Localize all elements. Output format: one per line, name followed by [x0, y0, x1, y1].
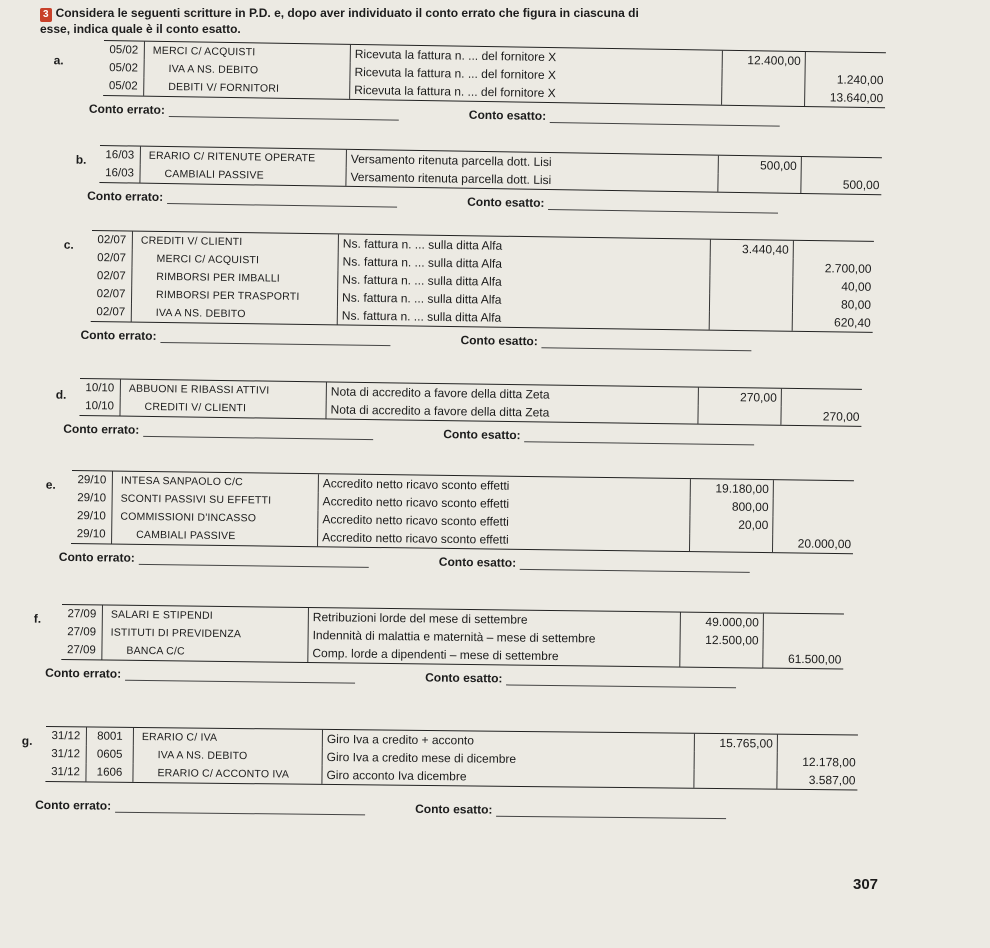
wrong-account-blank[interactable]: [167, 191, 397, 208]
account-cell: MERCI C/ ACQUISTI: [152, 44, 256, 59]
account-cell: RIMBORSI PER TRASPORTI: [156, 288, 300, 303]
description-cell: Versamento ritenuta parcella dott. Lisi: [345, 168, 717, 192]
description-cell: Accredito netto ricavo sconto effetti: [317, 492, 689, 515]
code-cell: 0605: [87, 745, 134, 763]
description-cell: Nota di accredito a favore della ditta Zeta: [326, 382, 698, 405]
date-cell: 05/02: [103, 77, 144, 96]
credit-cell: 20.000,00: [797, 536, 852, 552]
description-cell: Retribuzioni lorde del mese di settembre: [308, 608, 680, 631]
account-cell: IVA A NS. DEBITO: [168, 63, 259, 77]
date-cell: 16/03: [99, 164, 140, 183]
wrong-account-blank[interactable]: [169, 104, 399, 121]
debit-cell: [709, 276, 793, 295]
account-cell: INTESA SANPAOLO C/C: [120, 474, 243, 489]
correct-account-label: Conto esatto:: [415, 801, 493, 817]
debit-cell: 12.400,00: [722, 51, 806, 70]
section-c: [63, 230, 873, 353]
credit-cell: 3.587,00: [808, 772, 856, 788]
date-cell: 02/07: [92, 231, 133, 250]
debit-cell: [693, 770, 777, 789]
credit-cell: 500,00: [842, 177, 880, 193]
credit-cell: 80,00: [840, 297, 872, 312]
credit-cell: 270,00: [822, 409, 860, 424]
debit-cell: [721, 69, 805, 88]
instruction-line-1: Considera le seguenti scritture in P.D. e, dopo aver individuato il conto errato che figura in ciascuna di: [55, 6, 639, 20]
description-cell: Indennità di malattia e maternità – mese di settembre: [308, 626, 680, 649]
credit-cell: 620,40: [833, 315, 871, 330]
description-cell: Ricevuta la fattura n. ... del fornitore X: [349, 81, 721, 105]
credit-cell: 40,00: [841, 279, 872, 294]
date-cell: 29/10: [71, 525, 112, 544]
description-cell: Comp. lorde a dipendenti – mese di settembre: [307, 644, 679, 667]
wrong-account-blank[interactable]: [160, 330, 390, 346]
journal-entry-table: [79, 378, 861, 427]
journal-entry-table: [45, 726, 858, 791]
correct-account-blank[interactable]: [520, 557, 750, 573]
code-cell: 8001: [87, 727, 134, 745]
debit-cell: [717, 174, 801, 193]
account-cell: IVA A NS. DEBITO: [157, 749, 248, 763]
account-cell: CREDITI V/ CLIENTI: [144, 400, 247, 415]
debit-cell: 3.440,40: [710, 240, 794, 259]
debit-cell: 500,00: [718, 156, 802, 175]
date-cell: 27/09: [62, 605, 103, 623]
debit-cell: 49.000,00: [680, 613, 764, 632]
wrong-account-blank[interactable]: [125, 668, 355, 684]
date-cell: 27/09: [62, 623, 103, 641]
journal-entry-table: [71, 470, 854, 554]
correct-account-label: Conto esatto:: [438, 554, 517, 570]
journal-entry-table: [61, 604, 844, 670]
debit-cell: 270,00: [698, 388, 782, 407]
account-cell: COMMISSIONI D'INCASSO: [120, 510, 257, 525]
correct-account-blank[interactable]: [524, 429, 754, 445]
debit-cell: [709, 312, 793, 331]
credit-cell: [806, 52, 886, 71]
date-cell: 31/12: [45, 763, 86, 781]
section-letter: d.: [55, 387, 67, 402]
section-a: [53, 40, 886, 128]
description-cell: Ns. fattura n. ... sulla ditta Alfa: [338, 234, 710, 257]
debit-cell: [689, 533, 773, 552]
description-cell: Ns. fattura n. ... sulla ditta Alfa: [337, 252, 709, 275]
description-cell: Ns. fattura n. ... sulla ditta Alfa: [337, 288, 709, 311]
date-cell: 29/10: [71, 507, 112, 526]
correct-account-blank[interactable]: [550, 110, 780, 127]
wrong-account-label: Conto errato:: [87, 188, 164, 204]
account-cell: ERARIO C/ ACCONTO IVA: [157, 767, 290, 781]
account-cell: SCONTI PASSIVI SU EFFETTI: [120, 492, 272, 507]
account-cell: RIMBORSI PER IMBALLI: [156, 270, 281, 285]
description-cell: Ricevuta la fattura n. ... del fornitore X: [350, 45, 722, 69]
wrong-account-label: Conto errato:: [80, 327, 157, 343]
answer-line: [35, 796, 857, 821]
section-letter: b.: [75, 152, 87, 167]
section-g: [21, 726, 858, 820]
credit-cell: [774, 480, 854, 499]
date-cell: 10/10: [79, 397, 120, 416]
exercise-number-badge: 3: [40, 8, 52, 22]
correct-account-blank[interactable]: [496, 804, 726, 819]
section-letter: g.: [21, 733, 33, 748]
exercise-header: [40, 6, 800, 36]
correct-account-label: Conto esatto:: [443, 427, 521, 443]
account-cell: MERCI C/ ACQUISTI: [156, 252, 260, 267]
credit-cell: [773, 498, 853, 517]
description-cell: Giro acconto Iva dicembre: [321, 766, 693, 788]
section-e: [45, 470, 854, 574]
description-cell: Ns. fattura n. ... sulla ditta Alfa: [337, 306, 709, 329]
wrong-account-label: Conto errato:: [35, 797, 112, 813]
account-cell: CREDITI V/ CLIENTI: [140, 234, 243, 249]
debit-cell: 20,00: [689, 515, 773, 534]
account-cell: IVA A NS. DEBITO: [155, 306, 246, 321]
date-cell: 31/12: [46, 727, 87, 745]
debit-cell: 15.765,00: [694, 734, 778, 753]
correct-account-label: Conto esatto:: [467, 194, 545, 210]
date-cell: 29/10: [72, 471, 113, 490]
code-cell: 1606: [86, 763, 133, 781]
wrong-account-label: Conto errato:: [58, 549, 135, 565]
correct-account-label: Conto esatto:: [460, 333, 538, 349]
correct-account-label: Conto esatto:: [425, 670, 503, 686]
section-letter: a.: [53, 53, 64, 68]
section-letter: e.: [45, 477, 56, 492]
debit-cell: 12.500,00: [680, 631, 764, 650]
date-cell: 02/07: [91, 249, 132, 268]
debit-cell: [697, 406, 781, 425]
section-d: [55, 378, 862, 447]
account-cell: ABBUONI E RIBASSI ATTIVI: [128, 382, 270, 397]
credit-cell: [763, 632, 843, 651]
correct-account-blank[interactable]: [542, 335, 752, 351]
description-cell: Ns. fattura n. ... sulla ditta Alfa: [337, 270, 709, 293]
date-cell: 02/07: [91, 303, 132, 322]
account-cell: SALARI E STIPENDI: [110, 608, 213, 622]
wrong-account-label: Conto errato:: [45, 665, 122, 681]
description-cell: Nota di accredito a favore della ditta Zeta: [325, 400, 697, 423]
credit-cell: [782, 389, 862, 408]
wrong-account-blank[interactable]: [139, 552, 369, 568]
wrong-account-label: Conto errato:: [63, 421, 140, 437]
description-cell: Ricevuta la fattura n. ... del fornitore X: [349, 63, 721, 87]
date-cell: 05/02: [104, 41, 145, 60]
correct-account-blank[interactable]: [548, 197, 778, 214]
date-cell: 29/10: [72, 489, 113, 508]
date-cell: 02/07: [91, 285, 132, 304]
debit-cell: [694, 752, 778, 771]
date-cell: 10/10: [80, 379, 121, 398]
credit-cell: [773, 516, 853, 535]
account-cell: DEBITI V/ FORNITORI: [168, 81, 280, 95]
description-cell: Accredito netto ricavo sconto effetti: [317, 528, 689, 551]
credit-cell: [764, 614, 844, 633]
debit-cell: [721, 87, 805, 106]
wrong-account-label: Conto errato:: [88, 101, 166, 117]
account-cell: BANCA C/C: [126, 644, 185, 658]
debit-cell: 800,00: [689, 497, 773, 516]
account-cell: ISTITUTI DI PREVIDENZA: [110, 626, 242, 641]
description-cell: Accredito netto ricavo sconto effetti: [318, 474, 690, 497]
section-b: [75, 145, 882, 215]
debit-cell: [679, 649, 763, 668]
date-cell: 27/09: [61, 641, 102, 659]
section-letter: f.: [33, 611, 42, 626]
account-cell: ERARIO C/ RITENUTE OPERATE: [148, 149, 316, 165]
page-number: 307: [853, 876, 879, 893]
credit-cell: 1.240,00: [836, 72, 884, 88]
date-cell: 02/07: [91, 267, 132, 286]
wrong-account-blank[interactable]: [143, 424, 373, 440]
section-f: [33, 604, 844, 690]
correct-account-blank[interactable]: [506, 672, 736, 688]
journal-entry-table: [103, 40, 886, 108]
credit-cell: [778, 735, 858, 754]
account-cell: CAMBIALI PASSIVE: [136, 528, 236, 543]
debit-cell: 19.180,00: [690, 479, 774, 498]
credit-cell: 61.500,00: [787, 651, 842, 667]
credit-cell: [794, 241, 874, 260]
debit-cell: [709, 294, 793, 313]
date-cell: 31/12: [46, 745, 87, 763]
journal-entry-table: [91, 230, 874, 333]
credit-cell: [802, 157, 882, 176]
instruction-line-2: esse, indica quale è il conto esatto.: [40, 22, 241, 36]
description-cell: Versamento ritenuta parcella dott. Lisi: [346, 150, 718, 174]
journal-entry-table: [99, 145, 882, 195]
credit-cell: 12.178,00: [802, 754, 856, 770]
section-letter: c.: [63, 237, 74, 252]
credit-cell: 2.700,00: [824, 261, 872, 276]
debit-cell: [709, 258, 793, 277]
wrong-account-blank[interactable]: [115, 800, 365, 816]
account-cell: CAMBIALI PASSIVE: [164, 168, 264, 182]
date-cell: 16/03: [100, 146, 141, 165]
description-cell: Accredito netto ricavo sconto effetti: [317, 510, 689, 533]
correct-account-label: Conto esatto:: [468, 107, 547, 123]
date-cell: 05/02: [103, 59, 144, 78]
account-cell: ERARIO C/ IVA: [141, 731, 218, 744]
description-cell: Giro Iva a credito + acconto: [322, 730, 694, 752]
credit-cell: 13.640,00: [829, 90, 884, 106]
description-cell: Giro Iva a credito mese di dicembre: [322, 748, 694, 770]
